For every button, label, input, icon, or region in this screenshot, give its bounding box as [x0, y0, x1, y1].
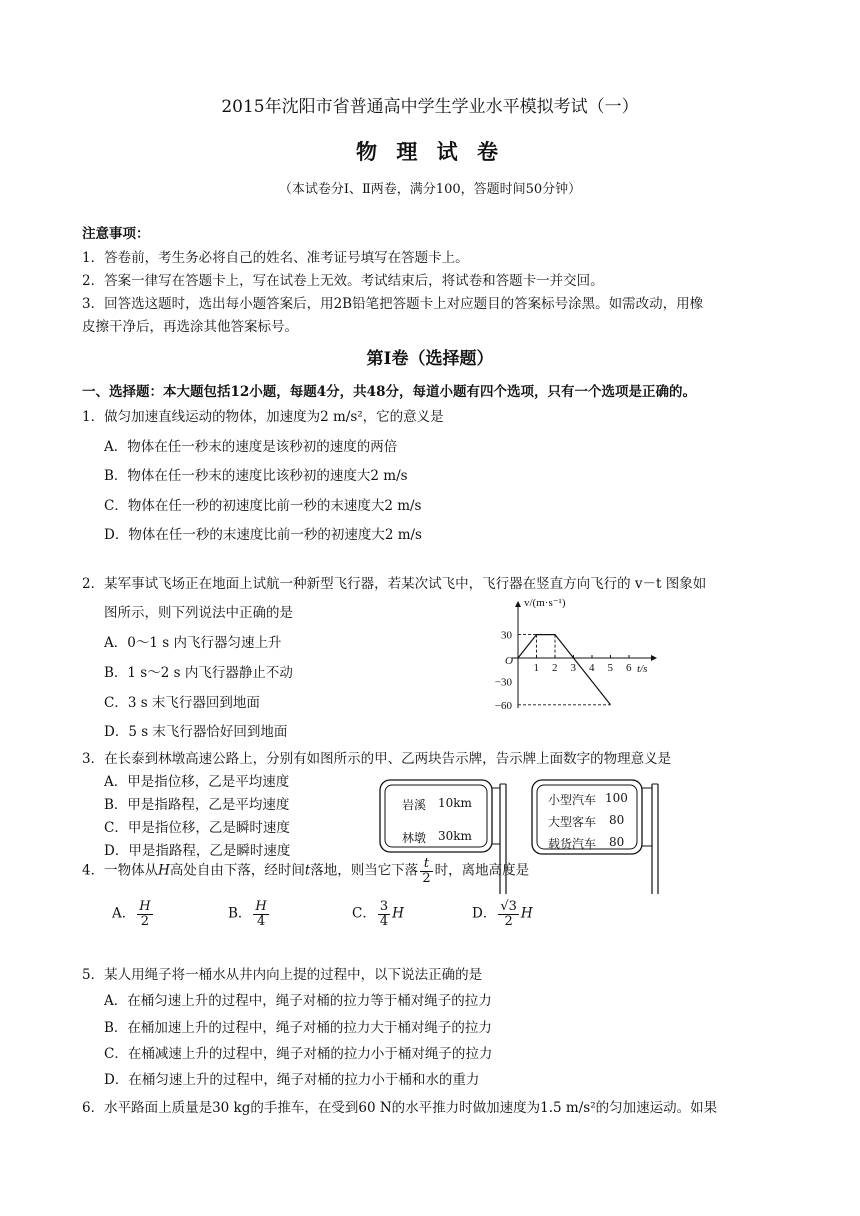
q3-option-d: D．甲是指路程，乙是瞬时速度	[104, 843, 291, 859]
q2-option-c: C．3 s 末飞行器回到地面	[104, 695, 260, 711]
sign-b-row3-value: 80	[609, 835, 625, 849]
q4-option-den: 2	[504, 913, 513, 929]
q4-var-h: H	[158, 862, 170, 879]
sign-a-row1-place: 岩溪	[402, 798, 427, 812]
q4-stem-part: 落地，则当它下落	[310, 862, 419, 879]
q4-var-t: t	[304, 862, 311, 879]
q4-stem-part: 4．一物体从	[82, 862, 159, 879]
vt-series-line	[518, 635, 611, 705]
notice-heading: 注意事项：	[82, 226, 150, 242]
q5-option-c: C．在桶减速上升的过程中，绳子对桶的拉力小于桶对绳子的拉力	[104, 1046, 493, 1062]
q3-stem: 3．在长泰到林墩高速公路上，分别有如图所示的甲、乙两块告示牌，告示牌上面数字的物理意义是	[82, 751, 672, 767]
q4-option-label: B．	[228, 905, 252, 922]
q4-option-suffix: H	[520, 905, 533, 922]
section-title: 第I卷（选择题）	[366, 349, 494, 369]
q3-option-a: A．甲是指位移，乙是平均速度	[104, 774, 290, 790]
q4-option-label: C．	[352, 905, 376, 922]
sign-b-row2-vehicle: 大型客车	[548, 815, 597, 829]
q4-option-num: H	[255, 899, 267, 914]
q4-option-suffix: H	[392, 905, 404, 922]
q4-option-a	[112, 900, 155, 928]
q5-option-a: A．在桶匀速上升的过程中，绳子对桶的拉力等于桶对绳子的拉力	[104, 993, 492, 1009]
q2-stem-line2: 图所示，则下列说法中正确的是	[104, 605, 293, 621]
q2-option-b: B．1 s～2 s 内飞行器静止不动	[104, 665, 293, 681]
q4-option-c	[352, 900, 404, 928]
x-tick-label: 6	[626, 662, 632, 674]
q1-stem: 1．做匀加速直线运动的物体，加速度为2 m/s²，它的意义是	[82, 409, 444, 425]
sign-a-row1-value: 10km	[438, 796, 472, 810]
q4-option-den: 2	[140, 913, 150, 929]
notice-item: 2．答案一律写在答题卡上，写在试卷上无效。考试结束后，将试卷和答题卡一并交回。	[82, 273, 604, 289]
y-tick-label: 30	[501, 629, 512, 642]
q3-option-b: B．甲是指路程，乙是平均速度	[104, 797, 290, 813]
sign-a-row2-value: 30km	[438, 829, 472, 843]
section-instruction: 一、选择题：本大题包括12小题，每题4分，共48分，每道小题有四个选项，只有一个选项是正确的。	[82, 384, 696, 400]
vt-chart	[484, 594, 664, 718]
q1-option-d: D．物体在任一秒的末速度比前一秒的初速度大2 m/s	[104, 527, 422, 543]
sign-b-row2-value: 80	[609, 813, 625, 827]
origin-label: O	[505, 655, 513, 667]
q4-fraction-den: 2	[422, 870, 431, 886]
notice-item: 皮擦干净后，再选涂其他答案标号。	[82, 319, 298, 335]
exam-note: （本试卷分Ⅰ、Ⅱ两卷，满分100，答题时间50分钟）	[278, 182, 582, 197]
q4-stem	[82, 857, 529, 885]
q1-option-c: C．物体在任一秒的初速度比前一秒的末速度大2 m/s	[104, 498, 422, 514]
q1-option-b: B．物体在任一秒末的速度比该秒初的速度大2 m/s	[104, 468, 408, 484]
q4-option-num: H	[139, 899, 151, 914]
q4-option-den: 4	[379, 913, 389, 929]
x-tick-label: 5	[607, 662, 613, 674]
q2-stem-line1: 2．某军事试飞场正在地面上试航一种新型飞行器，若某次试飞中，飞行器在竖直方向飞行的 v－t 图象如	[82, 576, 707, 592]
q4-option-label: D．	[472, 905, 497, 922]
q4-option-num: √3	[500, 899, 517, 914]
subject-title: 物 理 试 卷	[356, 139, 504, 164]
y-tick-label: −60	[494, 699, 512, 712]
sign-a-row2-place: 林墩	[402, 831, 427, 845]
x-tick-label: 1	[533, 662, 539, 674]
q2-option-d: D．5 s 末飞行器恰好回到地面	[104, 724, 288, 740]
sign-b-row1-value: 100	[605, 791, 628, 805]
q5-option-d: D．在桶匀速上升的过程中，绳子对桶的拉力小于桶和水的重力	[104, 1072, 480, 1088]
q3-option-c: C．甲是指位移，乙是瞬时速度	[104, 820, 290, 836]
q5-option-b: B．在桶加速上升的过程中，绳子对桶的拉力大于桶对绳子的拉力	[104, 1020, 492, 1036]
exam-title: 2015年沈阳市省普通高中学生学业水平模拟考试（一）	[221, 97, 639, 117]
y-tick-label: −30	[494, 676, 512, 689]
q4-option-num: 3	[379, 899, 389, 914]
notice-item: 1．答卷前，考生务必将自己的姓名、准考证号填写在答题卡上。	[82, 250, 469, 266]
x-tick-label: 4	[589, 662, 595, 674]
q6-stem: 6．水平路面上质量是30 kg的手推车，在受到60 N的水平推力时做加速度为1.5 m/s²的匀加速运动。如果	[82, 1100, 718, 1116]
x-tick-label: 3	[570, 662, 576, 674]
q4-option-b	[228, 900, 271, 928]
notice-item: 3．回答选这题时，选出每小题答案后，用2B铅笔把答题卡上对应题目的答案标号涂黑。如需改动，用橡	[82, 296, 704, 312]
q1-option-a: A．物体在任一秒末的速度是该秒初的速度的两倍	[104, 439, 398, 455]
x-tick-label: 2	[552, 662, 558, 674]
q4-option-label: A．	[112, 905, 136, 922]
q4-option-d	[472, 900, 533, 928]
q5-stem: 5．某人用绳子将一桶水从井内向上提的过程中，以下说法正确的是	[82, 967, 483, 983]
sign-b-row3-vehicle: 载货汽车	[548, 837, 597, 851]
q4-fraction-num: t	[420, 857, 432, 872]
q2-option-a: A．0～1 s 内飞行器匀速上升	[104, 635, 282, 651]
sign-b-row1-vehicle: 小型汽车	[548, 793, 597, 807]
x-axis-label: t/s	[637, 663, 648, 675]
q4-stem-part: 高处自由下落，经时间	[169, 862, 305, 879]
q4-option-den: 4	[256, 913, 266, 929]
q4-stem-part: 时，离地高度是	[434, 862, 530, 879]
q4-fraction	[420, 857, 432, 885]
y-axis-label: v/(m·s⁻¹)	[524, 597, 566, 609]
